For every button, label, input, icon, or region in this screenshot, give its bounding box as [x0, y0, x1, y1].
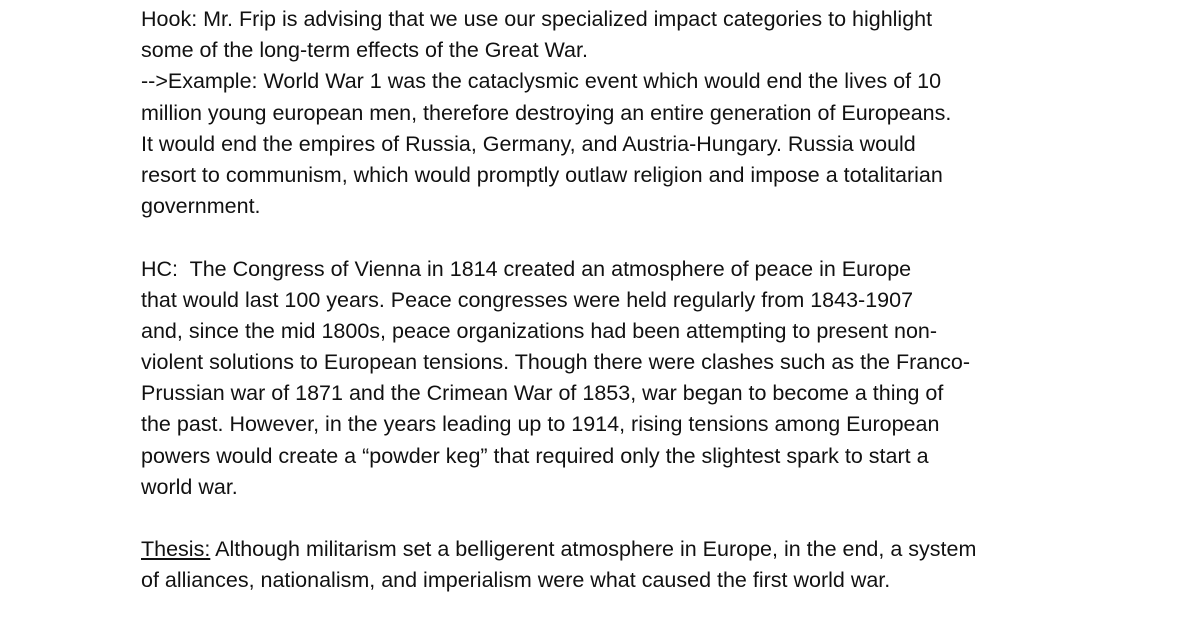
text-line: HC: The Congress of Vienna in 1814 created an atmosphere of peace in Europe [141, 256, 912, 281]
text-line: government. [141, 194, 261, 219]
text-line: world war. [141, 474, 238, 499]
text-line: of alliances, nationalism, and imperialism were what caused the first world war. [141, 568, 891, 593]
hc-paragraph [141, 254, 976, 504]
paragraph-gap [141, 503, 976, 534]
text-line: Hook: Mr. Frip is advising that we use our specialized impact categories to highlight [141, 7, 933, 31]
text-line: -->Example: World War 1 was the cataclysmic event which would end the lives of 10 [141, 69, 942, 94]
thesis-paragraph [141, 534, 976, 596]
text-line: violent solutions to European tensions. Though there were clashes such as the Franco- [141, 350, 971, 375]
text-line: some of the long-term effects of the Great War. [141, 38, 588, 63]
paragraph-gap [141, 222, 976, 253]
thesis-text: Although militarism set a belligerent atmosphere in Europe, in the end, a system [210, 537, 977, 562]
text-line: It would end the empires of Russia, Germany, and Austria-Hungary. Russia would [141, 131, 916, 156]
text-line [141, 534, 976, 565]
text-line: resort to communism, which would promptly outlaw religion and impose a totalitarian [141, 162, 943, 187]
text-line: the past. However, in the years leading up to 1914, rising tensions among European [141, 412, 940, 437]
thesis-label: Thesis: [141, 537, 211, 562]
text-line: million young european men, therefore destroying an entire generation of Europeans. [141, 100, 952, 125]
text-line: Prussian war of 1871 and the Crimean War of 1853, war began to become a thing of [141, 381, 944, 406]
text-line: powers would create a “powder keg” that required only the slightest spark to start a [141, 443, 929, 468]
text-line: and, since the mid 1800s, peace organizations had been attempting to present non- [141, 318, 938, 343]
text-line: that would last 100 years. Peace congresses were held regularly from 1843-1907 [141, 287, 914, 312]
document-body [141, 4, 976, 597]
hook-paragraph [141, 4, 976, 222]
